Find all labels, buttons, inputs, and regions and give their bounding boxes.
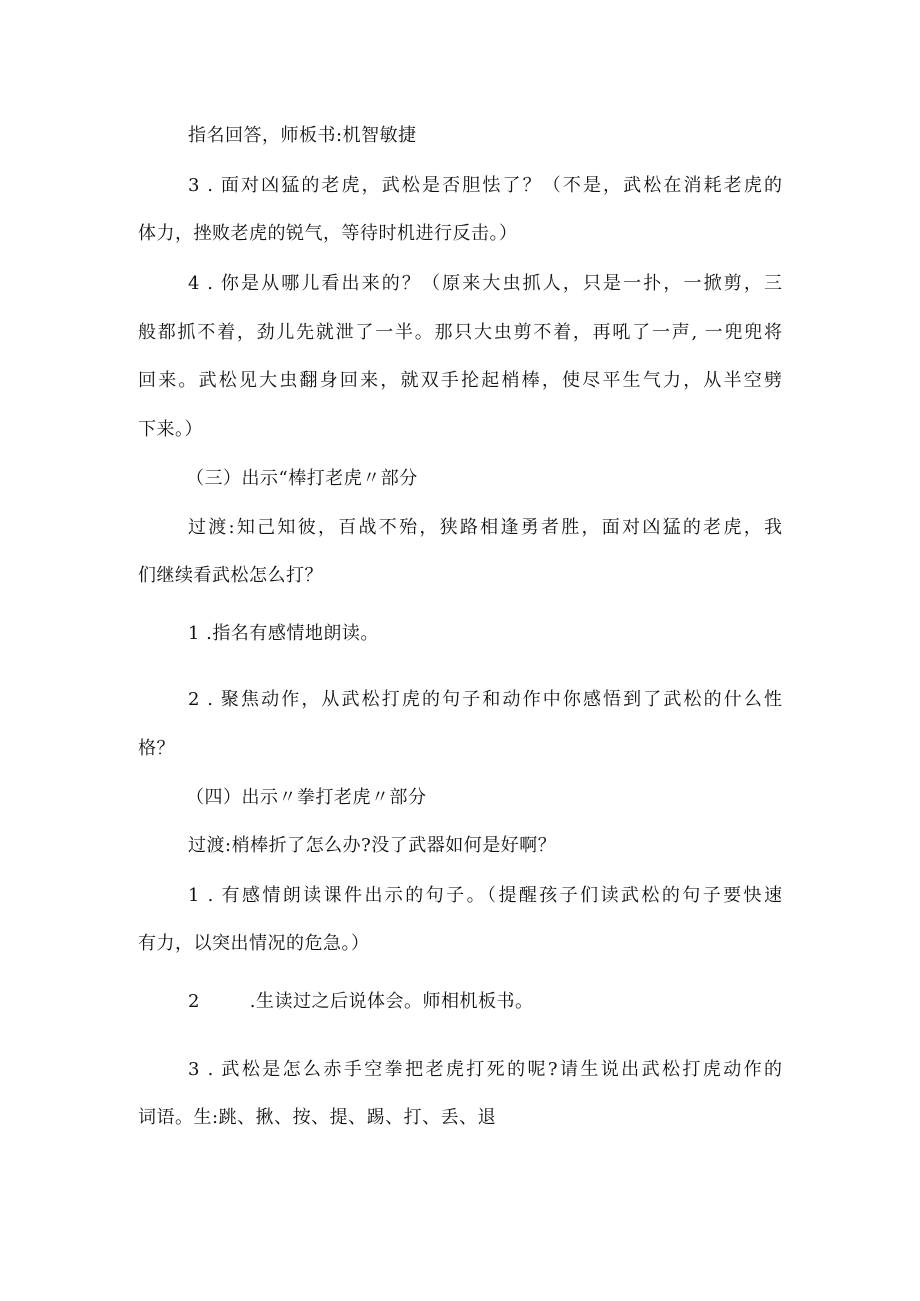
text-line: 指名回答，师板书:机智敏捷 (188, 125, 417, 146)
text-line: 3 . 武松是怎么赤手空拳把老虎打死的呢?请生说出武松打虎动作的 (188, 1059, 782, 1080)
text-line: 3 . 面对凶猛的老虎，武松是否胆怯了？（不是，武松在消耗老虎的 (188, 175, 782, 196)
text-line: 格？ (138, 738, 175, 759)
text-line: 下来。） (138, 419, 203, 440)
text-line: 般都抓不着，劲儿先就泄了一半。那只大虫剪不着，再吼了一声, 一兜兜将 (138, 322, 782, 343)
text-line: 2 .生读过之后说体会。师相机板书。 (188, 991, 534, 1012)
text-line: 过渡:知己知彼，百战不殆，狭路相逢勇者胜，面对凶猛的老虎，我 (188, 517, 782, 538)
text-line: 有力，以突出情况的危急。） (138, 933, 370, 954)
text-line: 词语。生:跳、揪、按、提、踢、打、丢、退 (138, 1107, 497, 1128)
section-heading: （四）出示〃拳打老虎〃部分 (186, 787, 427, 808)
text-line: 体力，挫败老虎的锐气，等待时机进行反击。） (138, 223, 518, 244)
text-line: 1 .指名有感情地朗读。 (188, 623, 379, 644)
text-line: 过渡:梢棒折了怎么办?没了武器如何是好啊？ (188, 835, 557, 856)
text-line: 1 . 有感情朗读课件出示的句子。（提醒孩子们读武松的句子要快速 (188, 885, 782, 906)
text-line: 回来。武松见大虫翻身回来，就双手抡起梢棒，使尽平生气力，从半空劈 (138, 370, 782, 391)
text-line: 们继续看武松怎么打？ (138, 565, 323, 586)
text-line: 2 . 聚焦动作，从武松打虎的句子和动作中你感悟到了武松的什么性 (188, 689, 782, 710)
text-line: 4 . 你是从哪儿看出来的？（原来大虫抓人，只是一扑，一掀剪，三 (188, 273, 782, 294)
section-heading: （三）出示“棒打老虎〃部分 (186, 468, 418, 489)
